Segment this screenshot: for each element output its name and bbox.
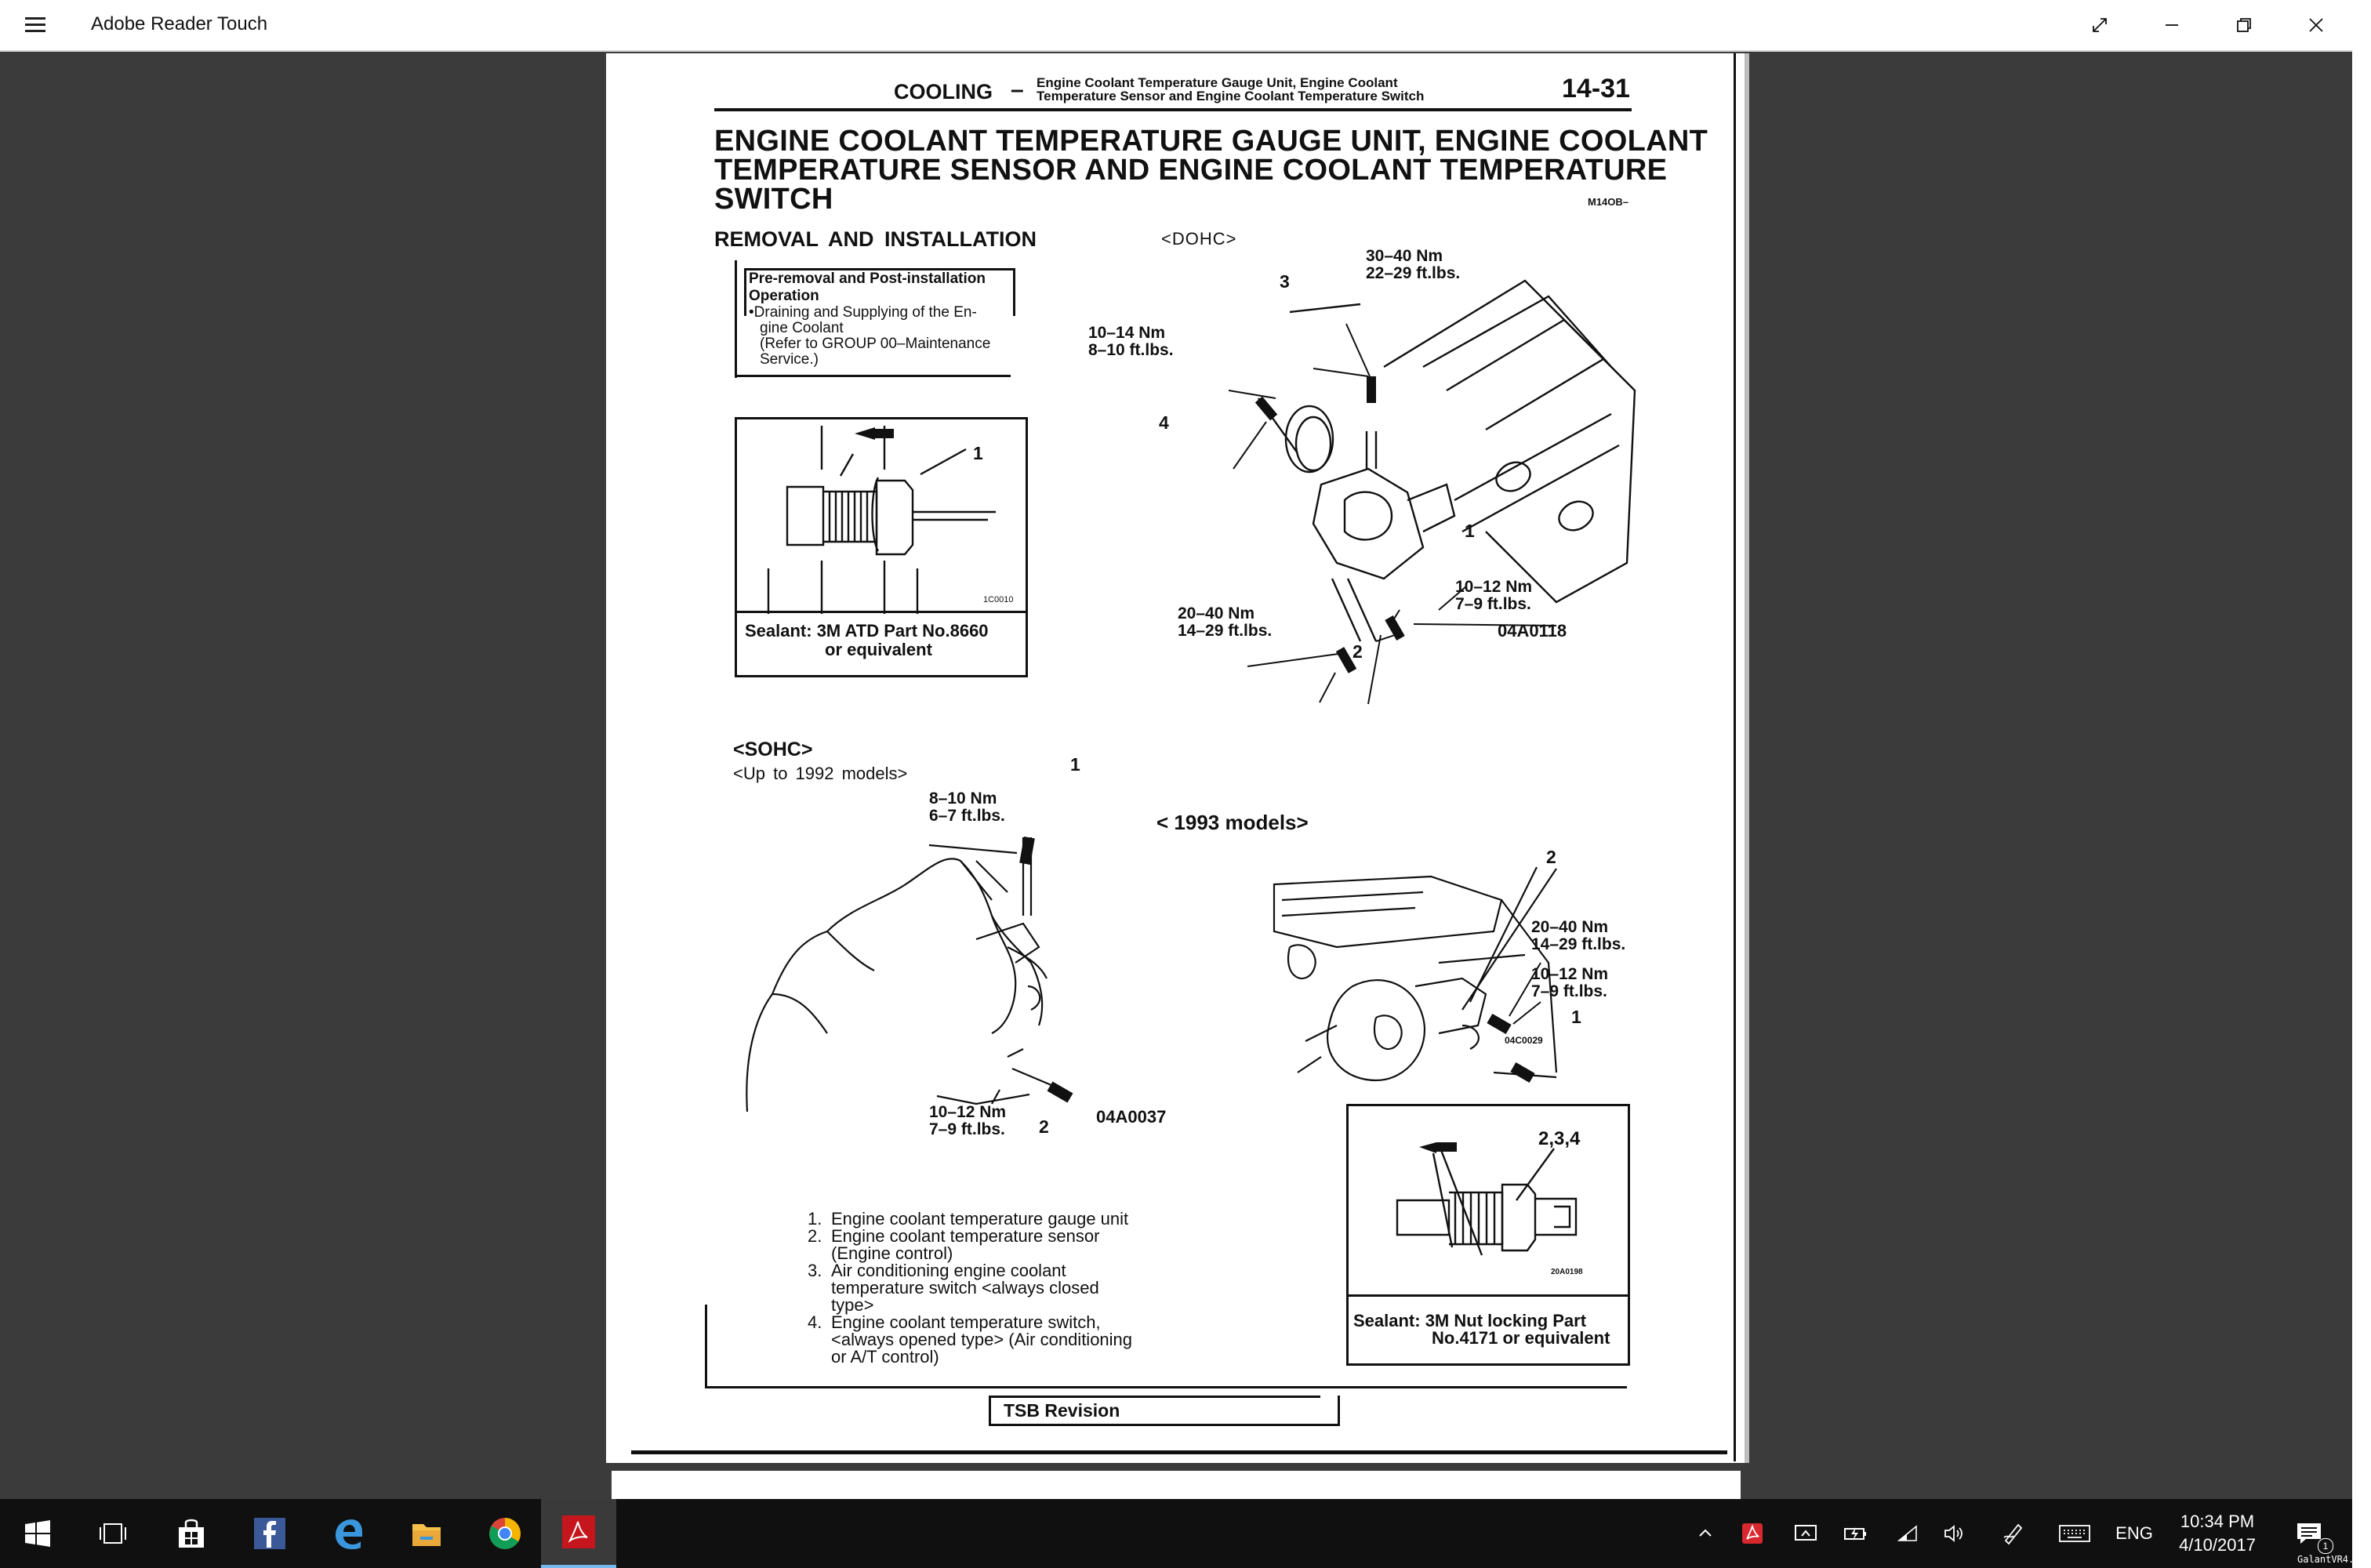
models-1993-part-1: 1 bbox=[1571, 1007, 1581, 1027]
pen-icon bbox=[2001, 1522, 2024, 1545]
pen-workspace-button[interactable] bbox=[1995, 1499, 2031, 1568]
parts-legend: 1. Engine coolant temperature gauge unit 2. Engine coolant temperature sensor (Engine control) 3. Air conditioning engine coolant temperature switch <always closed type> 4. Engine coolant temperature switch, <always opened type> (Air conditioning or A/T control) bbox=[808, 1209, 1133, 1367]
next-pdf-page bbox=[612, 1471, 1741, 1501]
detail1-code: 1C0010 bbox=[983, 595, 1014, 604]
document-viewer[interactable] bbox=[0, 52, 2352, 1499]
header-subtitle-2: Temperature Sensor and Engine Coolant Temperature Switch bbox=[1037, 89, 1425, 103]
sealant-8660-line2: or equivalent bbox=[825, 640, 932, 659]
store-icon bbox=[174, 1516, 209, 1551]
dohc-torque-2: 20–40 Nm 14–29 ft.lbs. bbox=[1178, 604, 1273, 641]
facebook-app[interactable] bbox=[232, 1499, 307, 1568]
section-code: M14OB– bbox=[1588, 196, 1629, 208]
edge-app[interactable] bbox=[310, 1499, 386, 1568]
adobe-reader-icon bbox=[561, 1514, 597, 1550]
header-section: COOLING bbox=[894, 80, 993, 103]
speaker-icon bbox=[1943, 1523, 1966, 1544]
sohc-sublabel: <Up to 1992 models> bbox=[733, 764, 908, 783]
network-button[interactable] bbox=[1890, 1499, 1926, 1568]
tablet-mode-button[interactable] bbox=[1788, 1499, 1824, 1568]
models-1993-torque-b: 10–12 Nm 7–9 ft.lbs. bbox=[1531, 965, 1609, 1001]
sohc-figure-code: 04A0037 bbox=[1096, 1107, 1167, 1127]
taskbar bbox=[0, 1499, 2371, 1568]
dohc-engine-drawing bbox=[1188, 234, 1650, 720]
task-view-button[interactable] bbox=[75, 1499, 151, 1568]
clock[interactable] bbox=[2169, 1499, 2266, 1568]
battery-icon bbox=[1843, 1524, 1868, 1543]
models-1993-part-2: 2 bbox=[1546, 847, 1556, 867]
pdf-page bbox=[608, 53, 1743, 1461]
adobe-reader-app[interactable] bbox=[541, 1499, 616, 1568]
sealant-detail-2 bbox=[1346, 1104, 1630, 1366]
chevron-up-icon bbox=[1696, 1524, 1715, 1543]
keyboard-icon bbox=[2058, 1523, 2091, 1544]
clock-date: 4/10/2017 bbox=[2179, 1535, 2256, 1555]
fullscreen-button[interactable] bbox=[2064, 0, 2136, 50]
dohc-part-3: 3 bbox=[1280, 271, 1290, 292]
sohc-part-2: 2 bbox=[1039, 1116, 1049, 1137]
detail2-code: 20A0198 bbox=[1551, 1268, 1583, 1276]
restore-icon bbox=[2235, 16, 2253, 34]
page-right-edge bbox=[1734, 53, 1736, 1461]
volume-button[interactable] bbox=[1937, 1499, 1973, 1568]
sohc-torque-1: 8–10 Nm 6–7 ft.lbs. bbox=[929, 789, 1005, 826]
file-explorer-app[interactable] bbox=[389, 1499, 464, 1568]
dohc-figure-code: 04A0118 bbox=[1498, 621, 1567, 641]
edge-icon bbox=[331, 1516, 365, 1551]
models-1993-engine-drawing bbox=[1258, 869, 1572, 1104]
task-view-icon bbox=[97, 1519, 129, 1548]
dohc-label: <DOHC> bbox=[1161, 229, 1237, 249]
sealant-4171-line1: Sealant: 3M Nut locking Part bbox=[1353, 1311, 1587, 1330]
sohc-torque-2: 10–12 Nm 7–9 ft.lbs. bbox=[929, 1103, 1007, 1139]
windows-start-icon bbox=[24, 1519, 52, 1548]
sohc-part-1: 1 bbox=[1070, 754, 1080, 775]
header-subtitle-1: Engine Coolant Temperature Gauge Unit, Engine Coolant bbox=[1037, 75, 1398, 90]
dohc-part-1: 1 bbox=[1465, 521, 1475, 541]
expand-icon bbox=[2090, 16, 2109, 34]
sohc-label: <SOHC> bbox=[733, 739, 813, 760]
sohc-engine-drawing bbox=[741, 798, 1086, 1127]
restore-button[interactable] bbox=[2208, 0, 2280, 50]
dohc-torque-1: 10–12 Nm 7–9 ft.lbs. bbox=[1455, 578, 1533, 614]
detail2-numbers: 2,3,4 bbox=[1538, 1128, 1581, 1149]
tsb-box: TSB Revision bbox=[989, 1396, 1340, 1426]
touch-keyboard-button[interactable] bbox=[2053, 1499, 2097, 1568]
sealant-8660-line1: Sealant: 3M ATD Part No.8660 bbox=[745, 621, 989, 641]
wifi-icon bbox=[1896, 1523, 1919, 1544]
page-bottom-rule bbox=[631, 1450, 1727, 1454]
minimize-icon bbox=[2162, 16, 2181, 34]
pre-removal-box: Pre-removal and Post-installation Operation •Draining and Supplying of the En- gine Coolant (Refer to GROUP 00–Maintenance Service.) bbox=[735, 260, 1018, 378]
battery-button[interactable] bbox=[1838, 1499, 1874, 1568]
display-icon bbox=[1794, 1523, 1817, 1544]
removal-heading: REMOVAL AND INSTALLATION bbox=[714, 227, 1037, 251]
title-bar bbox=[0, 0, 2352, 52]
dohc-part-4: 4 bbox=[1159, 412, 1169, 433]
close-button[interactable] bbox=[2280, 0, 2352, 50]
footer-rule bbox=[705, 1386, 1627, 1388]
dohc-torque-3: 30–40 Nm 22–29 ft.lbs. bbox=[1366, 247, 1461, 283]
left-margin-rule bbox=[705, 1305, 707, 1388]
facebook-icon bbox=[252, 1516, 287, 1551]
minimize-button[interactable] bbox=[2136, 0, 2208, 50]
page-number: 14-31 bbox=[1562, 74, 1630, 103]
switch-detail-drawing bbox=[1349, 1106, 1628, 1294]
store-app[interactable] bbox=[154, 1499, 229, 1568]
sealant-detail-1 bbox=[735, 417, 1028, 677]
detail1-number: 1 bbox=[973, 443, 983, 463]
header-rule bbox=[714, 108, 1632, 111]
show-hidden-icons-button[interactable] bbox=[1687, 1499, 1723, 1568]
site-watermark: GalantVR4.org bbox=[2297, 1554, 2371, 1565]
hamburger-menu-icon[interactable] bbox=[22, 13, 49, 38]
dohc-part-2: 2 bbox=[1353, 641, 1363, 662]
models-1993-torque-a: 20–40 Nm 14–29 ft.lbs. bbox=[1531, 918, 1626, 954]
sealant-4171-line2: No.4171 or equivalent bbox=[1432, 1328, 1610, 1348]
clock-time: 10:34 PM bbox=[2180, 1512, 2255, 1531]
acrobat-tray-button[interactable] bbox=[1734, 1499, 1770, 1568]
notification-count-badge: 1 bbox=[2318, 1538, 2333, 1554]
start-button[interactable] bbox=[0, 1499, 75, 1568]
header-dash: – bbox=[1011, 77, 1024, 103]
close-icon bbox=[2307, 16, 2326, 34]
page-title: ENGINE COOLANT TEMPERATURE GAUGE UNIT, ENGINE COOLANT TEMPERATURE SENSOR AND ENGINE COOLANT TEMPERATURE SWITCH bbox=[714, 125, 1708, 216]
file-explorer-icon bbox=[409, 1516, 444, 1551]
acrobat-tray-icon bbox=[1741, 1522, 1764, 1545]
models-1993-label: < 1993 models> bbox=[1156, 811, 1309, 834]
models-1993-figure-code: 04C0029 bbox=[1505, 1035, 1543, 1046]
chrome-app[interactable] bbox=[467, 1499, 543, 1568]
input-language[interactable]: ENG bbox=[2115, 1523, 2153, 1543]
dohc-torque-4: 10–14 Nm 8–10 ft.lbs. bbox=[1088, 324, 1174, 360]
chrome-icon bbox=[488, 1516, 522, 1551]
app-title: Adobe Reader Touch bbox=[91, 13, 268, 34]
